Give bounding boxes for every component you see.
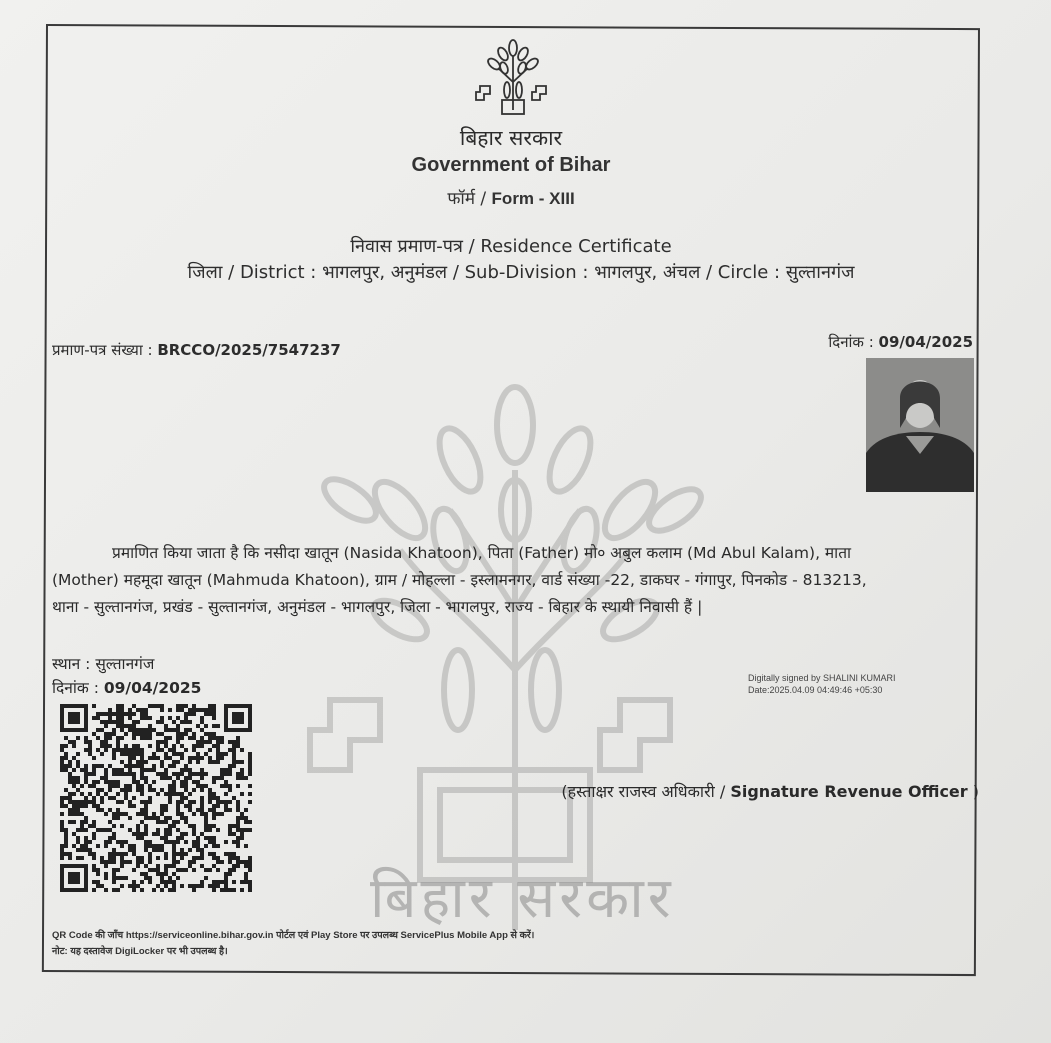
certificate-date-label: दिनांक : xyxy=(828,333,879,351)
certificate-number-value: BRCCO/2025/7547237 xyxy=(157,341,341,359)
hindi-government-title: बिहार सरकार xyxy=(459,126,563,150)
certificate-date-value: 09/04/2025 xyxy=(878,333,973,351)
qr-code-icon[interactable] xyxy=(60,704,252,892)
issue-place xyxy=(52,652,154,674)
digital-signature-stamp xyxy=(748,672,896,696)
issue-date xyxy=(52,676,201,698)
body-line-1: प्रमाणित किया जाता है कि नसीदा खातून (Nasida Khatoon), पिता (Father) मो० अबुल कलाम (Md Abul Kalam), माता xyxy=(112,544,852,562)
signature-prefix: (हस्ताक्षर राजस्व अधिकारी / xyxy=(561,782,731,801)
issue-place-label: स्थान : xyxy=(52,655,96,673)
certificate-title-text: Residence Certificate xyxy=(480,236,672,257)
digital-signature-date: Date:2025.04.09 04:49:46 +05:30 xyxy=(748,685,883,695)
certificate-title-prefix: निवास प्रमाण-पत्र / xyxy=(350,236,481,257)
certificate-date xyxy=(828,332,973,352)
certificate-title xyxy=(46,234,976,258)
issue-place-value: सुल्तानगंज xyxy=(95,655,155,673)
certificate-number xyxy=(52,340,341,360)
signature-suffix: ) xyxy=(967,782,979,801)
applicant-photo xyxy=(866,358,974,492)
certificate-body xyxy=(52,540,976,621)
jurisdiction-line: जिला / District : भागलपुर, अनुमंडल / Sub-Division : भागलपुर, अंचल / Circle : सुल्तानगंज xyxy=(187,262,855,283)
form-label: Form - XIII xyxy=(491,189,575,208)
watermark-text: बिहार सरकार xyxy=(370,866,675,931)
issue-date-label: दिनांक : xyxy=(52,679,104,697)
footer-qr-note: QR Code की जाँच https://serviceonline.bihar.gov.in पोर्टल एवं Play Store पर उपलब्ध ServicePlus Mobile App से करें। xyxy=(52,930,535,941)
certificate-number-label: प्रमाण-पत्र संख्या : xyxy=(52,341,158,359)
signature-line xyxy=(561,780,979,802)
form-prefix: फॉर्म / xyxy=(447,189,492,209)
body-line-2: (Mother) महमूदा खातून (Mahmuda Khatoon), ग्राम / मोहल्ला - इस्लामनगर, वार्ड संख्या -22, डाकघर - गंगापुर, पिनकोड - 813213, xyxy=(52,571,867,589)
digital-signature-signer: Digitally signed by SHALINI KUMARI xyxy=(748,673,896,683)
person-silhouette-icon xyxy=(866,358,974,492)
footer-digilocker-note: नोट: यह दस्तावेज DigiLocker पर भी उपलब्ध है। xyxy=(52,946,228,957)
issue-date-value: 09/04/2025 xyxy=(103,679,202,697)
signature-label: Signature Revenue Officer xyxy=(730,782,968,801)
form-number xyxy=(46,186,976,209)
body-line-3: थाना - सुल्तानगंज, प्रखंड - सुल्तानगंज, अनुमंडल - भागलपुर, जिला - भागलपुर, राज्य - बिहार के स्थायी निवासी हैं | xyxy=(52,598,703,616)
bihar-emblem-icon xyxy=(474,38,552,122)
government-title: Government of Bihar xyxy=(411,154,611,176)
